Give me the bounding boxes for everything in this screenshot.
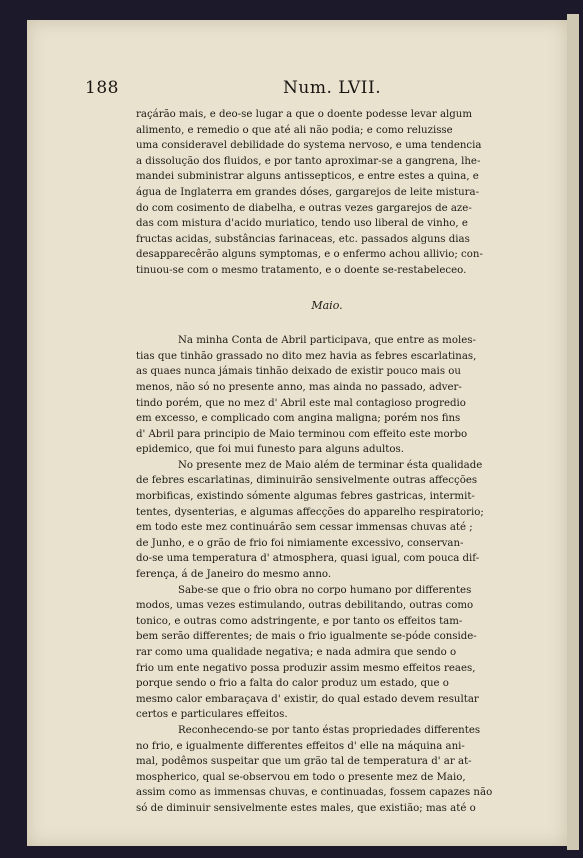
- text-line: mospherico, qual se-observou em todo o presente mez de Maio,: [136, 771, 466, 783]
- text-line: tinuou-se com o mesmo tratamento, e o doente se-restabeleceo.: [136, 264, 467, 276]
- text-line: fructas acidas, substâncias farinaceas, etc. passados alguns dias: [136, 233, 470, 245]
- text-line: modos, umas vezes estimulando, outras debilitando, outras como: [136, 600, 474, 612]
- text-line: das com mistura d'acido muriatico, tendo uso liberal de vinho, e: [136, 218, 468, 230]
- text-line: ferença, á de Janeiro do mesmo anno.: [136, 569, 332, 581]
- paragraph: [136, 333, 518, 458]
- page-edge: [567, 14, 579, 850]
- text-line: só de diminuir sensivelmente estes males, que existião; mas até o: [136, 802, 476, 814]
- text-line: no frio, e igualmente differentes effeitos d' elle na máquina ani-: [136, 740, 465, 752]
- text-line: mandei subministrar alguns antissepticos, e entre estes a quina, e: [136, 171, 479, 183]
- text-line: raçárão mais, e deo-se lugar a que o doente podesse levar algum: [136, 109, 473, 120]
- text-line: rar como uma qualidade negativa; e nada admira que sendo o: [136, 647, 457, 658]
- text-line: frio um ente negativo possa produzir assim mesmo effeitos reaes,: [136, 662, 476, 674]
- page-header: [85, 78, 517, 104]
- paragraph: [136, 458, 518, 583]
- text-line: morbificas, existindo sómente algumas febres gastricas, intermit-: [136, 491, 475, 503]
- text-line: tonico, e outras como adstringente, e por tanto os effeitos tam-: [136, 615, 463, 627]
- running-head: Num. LVII.: [283, 78, 382, 98]
- text-line: alimento, e remedio o que até ali não podia; e como reluzisse: [136, 124, 453, 136]
- text-line: bem serão differentes; de mais o frio igualmente se-póde conside-: [136, 631, 477, 643]
- text-line: em todo este mez continuárão sem cessar immensas chuvas até ;: [136, 522, 473, 534]
- text-line: epidemico, que foi mui funesto para alguns adultos.: [136, 444, 405, 456]
- text-line: do com cosimento de diabelha, e outras vezes gargarejos de aze-: [136, 202, 472, 214]
- text-line: a dissolução dos fluidos, e por tanto aproximar-se a gangrena, lhe-: [136, 155, 481, 167]
- paragraph: [136, 723, 518, 817]
- text-line: uma consideravel debilidade do systema nervoso, e uma tendencia: [136, 140, 482, 152]
- text-line: menos, não só no presente anno, mas ainda no passado, adver-: [136, 381, 462, 393]
- text-line: Sabe-se que o frio obra no corpo humano por differentes: [178, 584, 472, 596]
- text-line: mesmo calor embaraçava d' existir, do qual estado devem resultar: [136, 693, 479, 705]
- text-line: de Junho, e o grão de frio foi nimiamente excessivo, conservan-: [136, 537, 464, 549]
- text-line: Na minha Conta de Abril participava, que entre as moles-: [178, 335, 476, 347]
- text-line: do-se uma temperatura d' atmosphera, quasi igual, com pouca dif-: [136, 553, 480, 565]
- text-line: assim como as immensas chuvas, e continuadas, fossem capazes não: [136, 787, 493, 799]
- text-line: desapparecêrão alguns symptomas, e o enfermo achou allivio; con-: [136, 249, 483, 261]
- text-line: tindo porém, que no mez d' Abril este mal contagioso progredio: [136, 397, 466, 409]
- opening-paragraph: [136, 107, 518, 279]
- text-line: tentes, dysenterias, e algumas affecções do apparelho respiratorio;: [136, 506, 484, 518]
- text-line: de febres escarlatinas, diminuirão sensivelmente outras affecções: [136, 475, 478, 487]
- text-line: água de Inglaterra em grandes dóses, gargarejos de leite mistura-: [136, 186, 480, 198]
- text-line: tias que tinhão grassado no dito mez havia as febres escarlatinas,: [136, 350, 477, 362]
- section-title: Maio.: [311, 298, 343, 312]
- text-line: No presente mez de Maio além de terminar ésta qualidade: [178, 459, 483, 471]
- page-number: 188: [85, 78, 119, 98]
- text-line: d' Abril para principio de Maio terminou com effeito este morbo: [136, 428, 468, 440]
- text-line: porque sendo o frio a falta do calor produz um estado, que o: [136, 678, 449, 690]
- text-line: certos e particulares effeitos.: [136, 709, 288, 721]
- paragraph: [136, 583, 518, 723]
- body-text: [136, 107, 518, 817]
- text-line: Reconhecendo-se por tanto éstas propriedades differentes: [178, 724, 481, 736]
- text-line: as quaes nunca jámais tinhão deixado de existir pouco mais ou: [136, 366, 461, 378]
- text-line: em excesso, e complicado com angina maligna; porém nos fins: [136, 413, 461, 425]
- text-line: mal, podêmos suspeitar que um grão tal de temperatura d' ar at-: [136, 756, 472, 768]
